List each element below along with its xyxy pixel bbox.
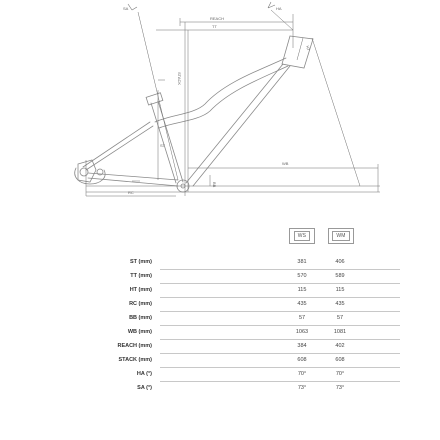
table-row	[0, 354, 440, 368]
seat-stay	[83, 122, 150, 167]
value-ws: 384	[297, 343, 307, 349]
value-ws: 608	[297, 357, 307, 363]
table-row	[0, 382, 440, 396]
value-ws: 381	[297, 259, 307, 265]
table-row	[0, 284, 440, 298]
row-label: REACH (mm)	[117, 343, 152, 349]
head-tube	[282, 36, 313, 68]
row-label: RC (mm)	[129, 301, 152, 307]
table-row	[0, 270, 440, 284]
bb-label: BB	[212, 182, 217, 188]
size-header-wm	[328, 228, 354, 244]
table-row	[0, 256, 440, 270]
value-wm: 402	[335, 343, 345, 349]
table-row	[0, 368, 440, 382]
value-wm: 589	[335, 273, 345, 279]
value-ws: 70°	[297, 371, 307, 377]
row-label: ST (mm)	[130, 259, 152, 265]
row-label: WB (mm)	[127, 329, 152, 335]
value-wm: 608	[335, 357, 345, 363]
row-label: HT (mm)	[129, 287, 152, 293]
tt-label: TT	[212, 24, 217, 29]
size-label-ws: WS	[294, 231, 310, 241]
value-ws: 115	[297, 287, 307, 293]
ht-label: HT	[305, 44, 312, 52]
value-ws: 1063	[295, 329, 309, 335]
value-wm: 57	[336, 315, 344, 321]
sa-label: SA	[123, 6, 129, 11]
size-header-ws	[289, 228, 315, 244]
value-wm: 1081	[333, 329, 347, 335]
row-label: SA (°)	[137, 385, 152, 391]
row-label: BB (mm)	[129, 315, 152, 321]
row-label: HA (°)	[136, 371, 152, 377]
value-wm: 406	[335, 259, 345, 265]
row-label: STACK (mm)	[118, 357, 152, 363]
value-ws: 570	[297, 273, 307, 279]
row-label: TT (mm)	[130, 273, 152, 279]
seat-collar	[146, 93, 163, 105]
value-wm: 435	[335, 301, 345, 307]
value-wm: 115	[335, 287, 345, 293]
wb-label: WB	[282, 161, 289, 166]
table-row	[0, 312, 440, 326]
table-row	[0, 298, 440, 312]
value-wm: 73°	[335, 385, 345, 391]
value-ws: 73°	[297, 385, 307, 391]
top-tube	[155, 58, 286, 122]
ha-label: HA	[276, 6, 282, 11]
size-label-wm: WM	[332, 231, 349, 241]
reach-label: REACH	[210, 16, 225, 21]
stack-label: STACK	[177, 72, 182, 86]
value-wm: 70°	[335, 371, 345, 377]
st-label: ST	[160, 143, 166, 148]
value-ws: 57	[298, 315, 306, 321]
rc-label: RC	[128, 190, 134, 195]
table-row	[0, 326, 440, 340]
value-ws: 435	[297, 301, 307, 307]
table-row	[0, 340, 440, 354]
